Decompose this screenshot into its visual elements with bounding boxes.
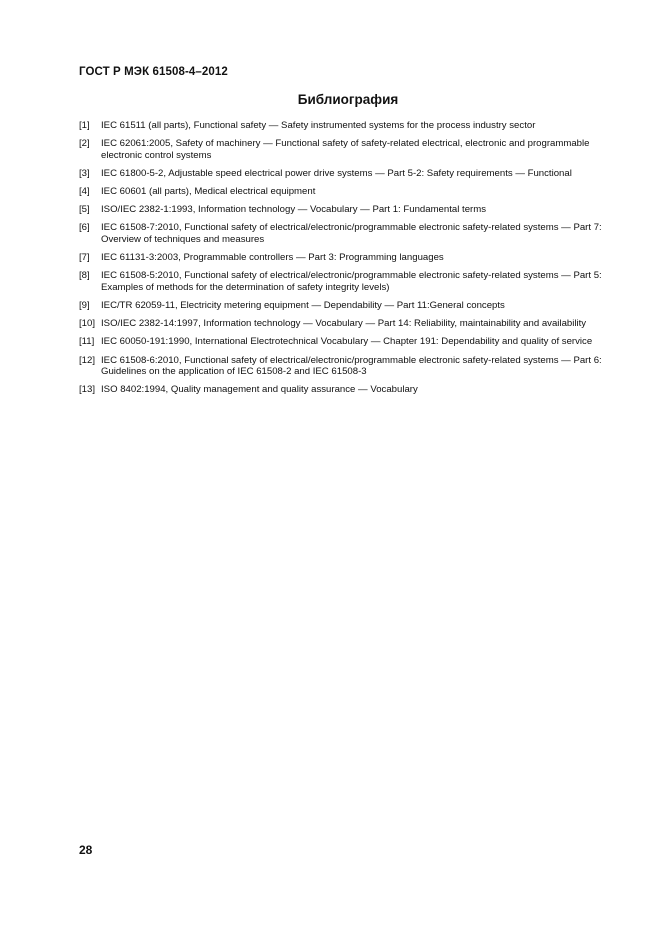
bibliography-item [79, 318, 619, 330]
bibliography-item [79, 222, 619, 245]
reference-text: ISO 8402:1994, Quality management and quality assurance — Vocabulary [101, 384, 418, 396]
reference-number: [1] [79, 120, 90, 131]
bibliography-item [79, 270, 619, 293]
reference-number: [2] [79, 138, 90, 150]
reference-text: ISO/IEC 2382-1:1993, Information technology — Vocabulary — Part 1: Fundamental terms [101, 204, 487, 216]
reference-text: IEC 61508-7:2010, Functional safety of electrical/electronic/programmable electronic safety-related systems — Part 7: Overview of techniques and measures [101, 222, 602, 245]
bibliography-item [79, 120, 619, 132]
bibliography-item [79, 204, 619, 216]
reference-text: IEC 62061:2005, Safety of machinery — Functional safety of safety-related electrical, electronic and programmable electronic control systems [101, 138, 590, 161]
bibliography-item [79, 252, 619, 264]
reference-number: [7] [79, 252, 90, 264]
reference-text: IEC 61508-6:2010, Functional safety of electrical/electronic/programmable electronic safety-related systems — Part 6: Guidelines on the application of IEC 61508-2 and IEC 61508-3 [101, 354, 602, 378]
document-header: ГОСТ Р МЭК 61508-4–2012 [79, 66, 228, 78]
reference-number: [5] [79, 204, 90, 216]
bibliography-item [79, 384, 619, 396]
reference-number: [4] [79, 186, 90, 198]
reference-number: [6] [79, 222, 90, 234]
section-title: Библиография [297, 92, 399, 107]
reference-text: IEC 61511 (all parts), Functional safety — Safety instrumented systems for the process industry sector [101, 120, 536, 131]
bibliography-item [79, 168, 619, 180]
reference-number: [8] [79, 270, 90, 282]
page-number: 28 [79, 843, 93, 857]
bibliography-item [79, 300, 619, 312]
bibliography-item [79, 336, 619, 348]
reference-text: ISO/IEC 2382-14:1997, Information technology — Vocabulary — Part 14: Reliability, maintainability and availability [101, 318, 587, 330]
reference-text: IEC 61508-5:2010, Functional safety of electrical/electronic/programmable electronic safety-related systems — Part 5: Examples of methods for the determination of safety integrity levels) [101, 270, 602, 293]
reference-text: IEC 61131-3:2003, Programmable controllers — Part 3: Programming languages [101, 252, 444, 264]
bibliography-item [79, 138, 619, 161]
reference-text: IEC 60601 (all parts), Medical electrical equipment [101, 186, 316, 198]
reference-number: [11] [79, 336, 95, 348]
bibliography-list [79, 120, 619, 402]
reference-text: IEC 61800-5-2, Adjustable speed electrical power drive systems — Part 5-2: Safety requirements — Functional [101, 167, 572, 179]
reference-number: [10] [79, 318, 96, 330]
reference-number: [3] [79, 167, 90, 179]
bibliography-item [79, 186, 619, 198]
bibliography-item [79, 355, 619, 378]
reference-number: [13] [79, 384, 96, 396]
reference-number: [12] [79, 354, 96, 366]
reference-text: IEC 60050-191:1990, International Electrotechnical Vocabulary — Chapter 191: Dependability and quality of service [101, 336, 593, 348]
reference-number: [9] [79, 300, 90, 311]
reference-text: IEC/TR 62059-11, Electricity metering equipment — Dependability — Part 11:General concepts [101, 300, 505, 311]
